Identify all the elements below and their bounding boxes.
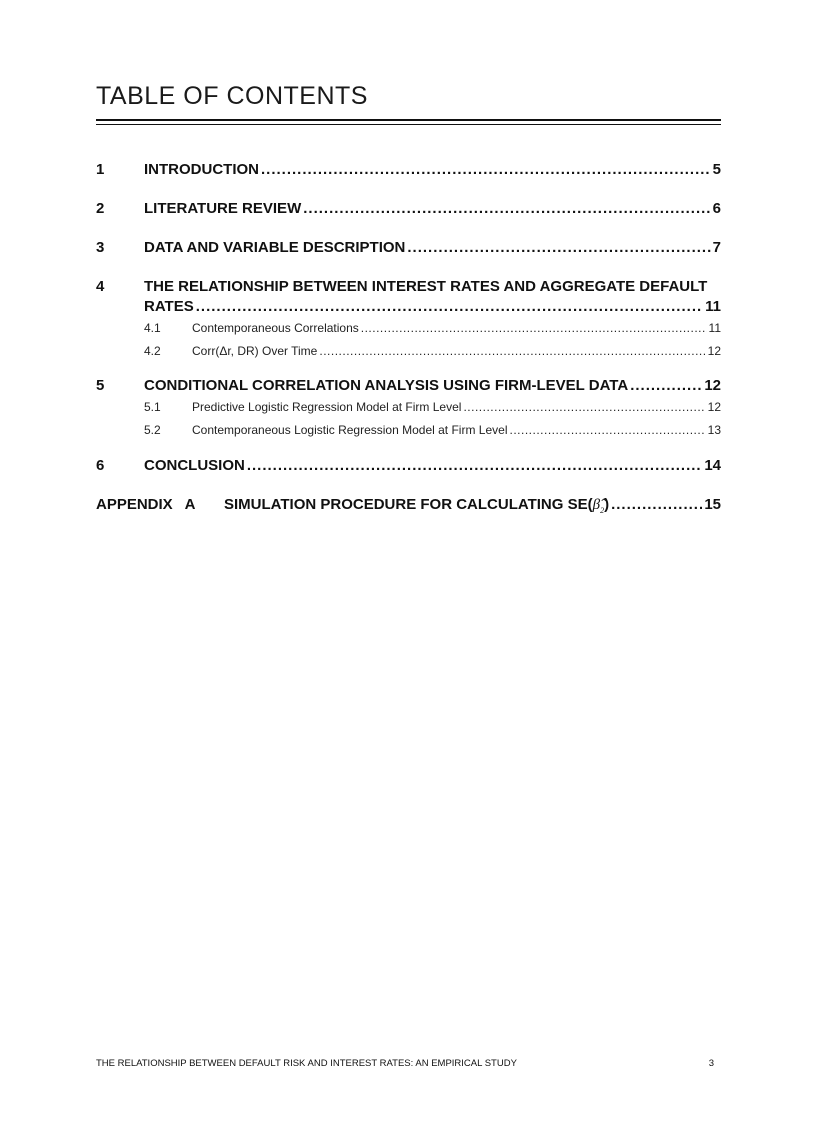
- toc-entry-title-line2: RATES: [144, 298, 194, 315]
- footer-document-title: THE RELATIONSHIP BETWEEN DEFAULT RISK AND INTEREST RATES: AN EMPIRICAL STUDY: [96, 1058, 517, 1069]
- toc-entry-appendix-a[interactable]: APPENDIX A SIMULATION PROCEDURE FOR CALCULATING $SE(\betâ_2)$ ..... 15: [96, 495, 721, 521]
- toc-entry-literature-review[interactable]: [96, 199, 721, 219]
- toc-entry-page: 14: [704, 457, 721, 474]
- toc-entry-title: CONCLUSION: [144, 457, 245, 474]
- beta-hat-symbol: $\betâ_2$: [592, 497, 605, 515]
- toc-entry-page: 5: [712, 161, 721, 178]
- toc-subentry-4-2[interactable]: [144, 340, 721, 363]
- dot-leader: [303, 199, 710, 219]
- toc-entry-page: 6: [712, 200, 721, 217]
- toc-entry-introduction[interactable]: [96, 160, 721, 180]
- toc-entry-number: 3: [96, 239, 105, 256]
- dot-leader: [261, 160, 711, 180]
- dot-leader: [319, 340, 705, 363]
- toc-subentry-title: Contemporaneous Correlations: [192, 321, 359, 335]
- toc-entry-page: 15: [704, 496, 721, 513]
- dot-leader: [407, 238, 710, 258]
- toc-subentry-title: Contemporaneous Logistic Regression Model at Firm Level: [192, 423, 508, 437]
- toc-entry-title-line1: THE RELATIONSHIP BETWEEN INTEREST RATES AND AGGREGATE DEFAULT: [144, 278, 708, 295]
- toc-entry-number: 4: [96, 278, 105, 295]
- toc-entry-number: 2: [96, 200, 105, 217]
- toc-subentry-4-1[interactable]: [144, 317, 721, 340]
- toc-subentry-title: Predictive Logistic Regression Model at Firm Level: [192, 400, 462, 414]
- toc-entry-title: CONDITIONAL CORRELATION ANALYSIS USING FIRM-LEVEL DATA: [144, 377, 629, 394]
- toc-entry-page: 11: [705, 298, 721, 315]
- toc-entry-title: LITERATURE REVIEW: [144, 200, 302, 217]
- page-footer: [96, 1058, 714, 1069]
- toc-entry-conditional-correlation[interactable]: [96, 376, 721, 396]
- page-title: TABLE OF CONTENTS: [96, 82, 368, 110]
- toc-subentry-number: 5.2: [144, 423, 161, 437]
- toc-entry-number: 6: [96, 457, 105, 474]
- toc-subentry-number: 5.1: [144, 400, 161, 414]
- appendix-title: SIMULATION PROCEDURE FOR CALCULATING SE(: [224, 496, 593, 513]
- toc-subentry-title: Corr(Δr, DR) Over Time: [192, 344, 318, 358]
- dot-leader: [611, 495, 702, 515]
- dot-leader: [510, 419, 706, 442]
- toc-subentry-page: 13: [707, 423, 721, 437]
- dot-leader: [361, 317, 707, 340]
- footer-page-number: 3: [708, 1058, 714, 1069]
- toc-subentry-page: 12: [707, 344, 721, 358]
- title-rule-thin: [96, 124, 721, 125]
- dot-leader: [463, 396, 705, 419]
- toc-subentry-5-1[interactable]: [144, 396, 721, 419]
- title-rule-thick: [96, 119, 721, 121]
- toc-entry-title: DATA AND VARIABLE DESCRIPTION: [144, 239, 406, 256]
- toc-entry-conclusion[interactable]: [96, 456, 721, 476]
- toc-subentry-page: 12: [707, 400, 721, 414]
- toc-entry-page: 12: [704, 377, 721, 394]
- toc-subentry-5-2[interactable]: [144, 419, 721, 442]
- toc-entry-relationship[interactable]: [96, 277, 721, 317]
- table-of-contents: [96, 158, 721, 521]
- appendix-label: APPENDIX A: [96, 496, 196, 513]
- toc-entry-data-description[interactable]: [96, 238, 721, 258]
- toc-entry-number: 5: [96, 377, 105, 394]
- toc-entry-page: 7: [712, 239, 721, 256]
- toc-subentry-number: 4.1: [144, 321, 161, 335]
- dot-leader: [630, 376, 702, 396]
- toc-entry-number: 1: [96, 161, 105, 178]
- dot-leader: [196, 297, 703, 317]
- toc-subentry-page: 11: [708, 321, 721, 335]
- toc-entry-title: INTRODUCTION: [144, 161, 259, 178]
- dot-leader: [247, 456, 702, 476]
- toc-subentry-number: 4.2: [144, 344, 161, 358]
